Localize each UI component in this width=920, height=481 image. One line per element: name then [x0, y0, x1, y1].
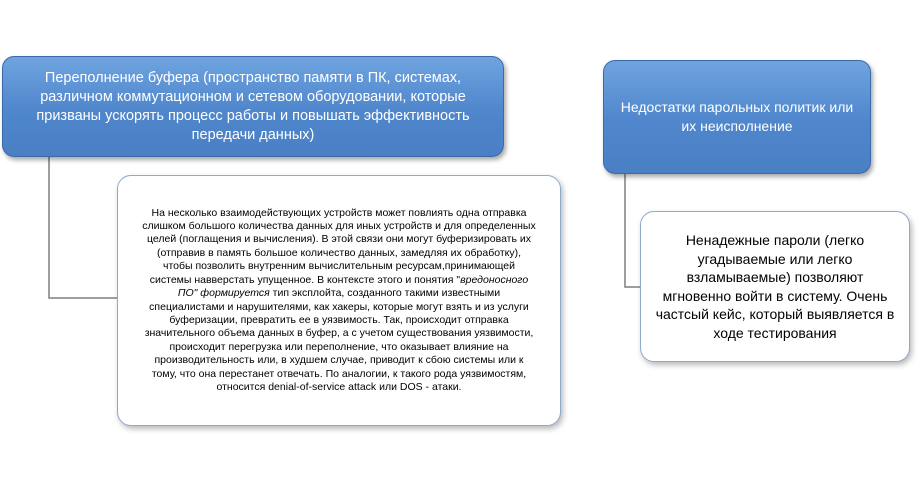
detail-text-italic: вредоносного ПО" формируется [177, 273, 529, 300]
password-policy-detail-text: Ненадежные пароли (легко угадываемые или легко взламываемые) позволяют мгновенно войти в систему. Очень частсый кейс, который выявляется в ходе тестирования [655, 232, 895, 341]
detail-text-part-1: На несколько взаимодействующих устройств может повлиять одна отправка слишком большого количества данных для иных устройств и для определенных целей (поглащения и вычисления). В этой связи они могут буферизировать их (отправив в память большое количество данных, замедляя их обработку), чтобы позволить внутренним вычислительным ресурсам,принимающей системы навверстать упущенное. В контексте этого и понятия " [142, 206, 536, 286]
buffer-overflow-title: Переполнение буфера (пространство памяти в ПК, системах, различном коммутационном и сетевом оборудовании, которые призваны ускорять процесс работы и повышать эффективность передачи данных) [36, 69, 470, 143]
buffer-overflow-node [2, 56, 504, 157]
connector-buffer [49, 157, 118, 298]
buffer-overflow-detail-text [142, 207, 536, 395]
buffer-overflow-detail-node [117, 175, 561, 426]
connector-password [625, 174, 641, 287]
password-policy-title: Недостатки парольных политик или их неисполнение [620, 99, 854, 134]
password-policy-detail-node [640, 211, 910, 362]
password-policy-node [603, 60, 871, 174]
detail-text-part-2: тип эксплойта, созданного такими известными специалистами и нарушителями, как хакеры, которые могут взять и из услуги буферизации, превратить ее в уязвимость. Так, происходит отправка значительного объема данных в буфер, а с учетом существования уязвимости, происходит перегрузка или переполнение, что оказывает влияние на производительность или, в худшем случае, приводит к сбою системы или к тому, что она перестанет отвечать. По аналогии, к такого рода уязвимостям, относится denial-of-service attack или DOS - атаки. [144, 287, 534, 393]
